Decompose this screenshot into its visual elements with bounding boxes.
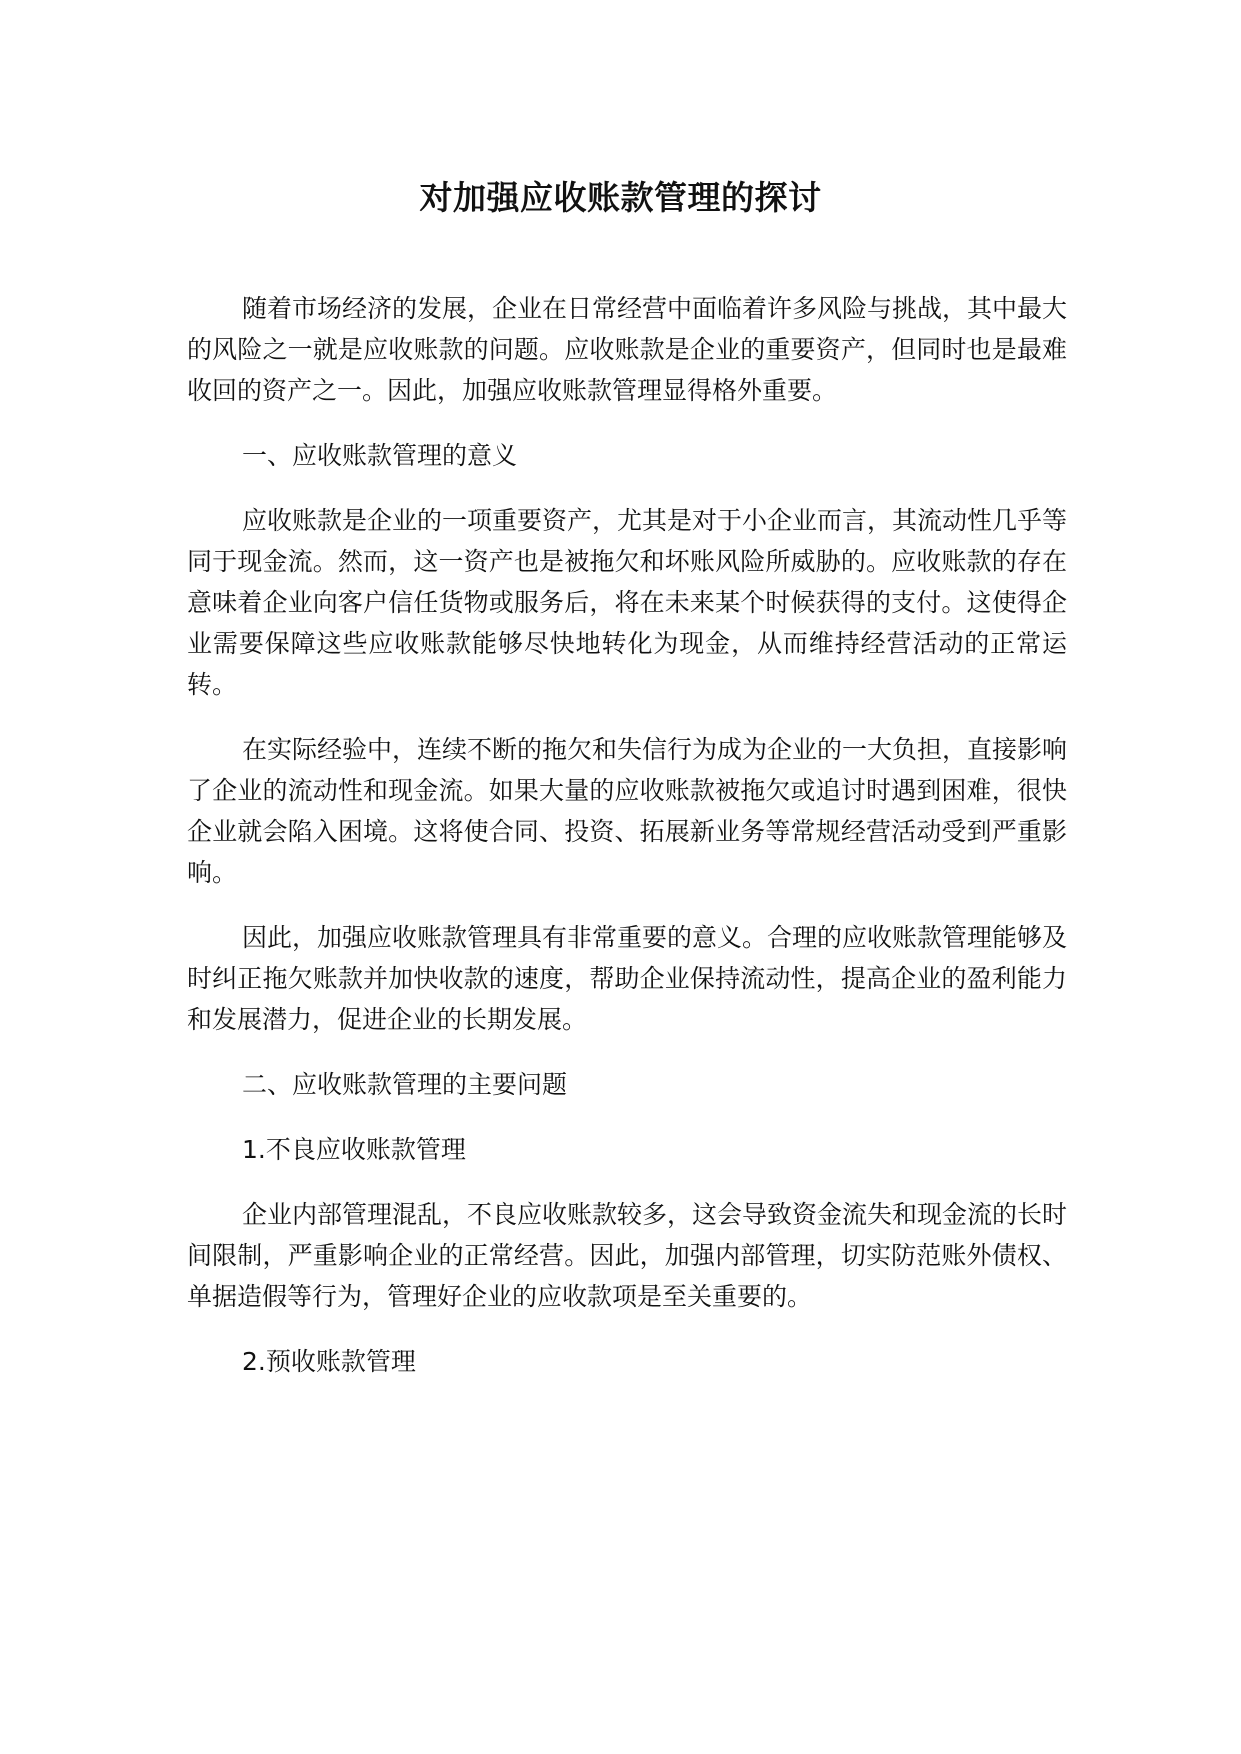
paragraph-significance-2: 在实际经验中，连续不断的拖欠和失信行为成为企业的一大负担，直接影响了企业的流动性和现金流。如果大量的应收账款被拖欠或追讨时遇到困难，很快企业就会陷入困境。这将使合同、投资、拓展新业务等常规经营活动受到严重影响。	[187, 735, 1068, 887]
document-title: 对加强应收账款管理的探讨	[419, 178, 822, 217]
subsection-heading-advance-receipts: 2.预收账款管理	[242, 1347, 416, 1376]
paragraph-significance-1: 应收账款是企业的一项重要资产，尤其是对于小企业而言，其流动性几乎等同于现金流。然而，这一资产也是被拖欠和坏账风险所威胁的。应收账款的存在意味着企业向客户信任货物或服务后，将在未来某个时候获得的支付。这使得企业需要保障这些应收账款能够尽快地转化为现金，从而维持经营活动的正常运转。	[187, 506, 1068, 699]
paragraph-significance-3: 因此，加强应收账款管理具有非常重要的意义。合理的应收账款管理能够及时纠正拖欠账款并加快收款的速度，帮助企业保持流动性，提高企业的盈利能力和发展潜力，促进企业的长期发展。	[187, 923, 1068, 1034]
intro-paragraph: 随着市场经济的发展，企业在日常经营中面临着许多风险与挑战，其中最大的风险之一就是应收账款的问题。应收账款是企业的重要资产，但同时也是最难收回的资产之一。因此，加强应收账款管理显得格外重要。	[187, 294, 1068, 405]
document-body	[187, 288, 1067, 1406]
section-heading-problems: 二、应收账款管理的主要问题	[242, 1070, 568, 1099]
section-heading-significance: 一、应收账款管理的意义	[242, 441, 518, 470]
subsection-heading-bad-receivables: 1.不良应收账款管理	[242, 1135, 466, 1164]
paragraph-bad-receivables: 企业内部管理混乱，不良应收账款较多，这会导致资金流失和现金流的长时间限制，严重影响企业的正常经营。因此，加强内部管理，切实防范账外债权、单据造假等行为，管理好企业的应收款项是至关重要的。	[187, 1200, 1068, 1311]
